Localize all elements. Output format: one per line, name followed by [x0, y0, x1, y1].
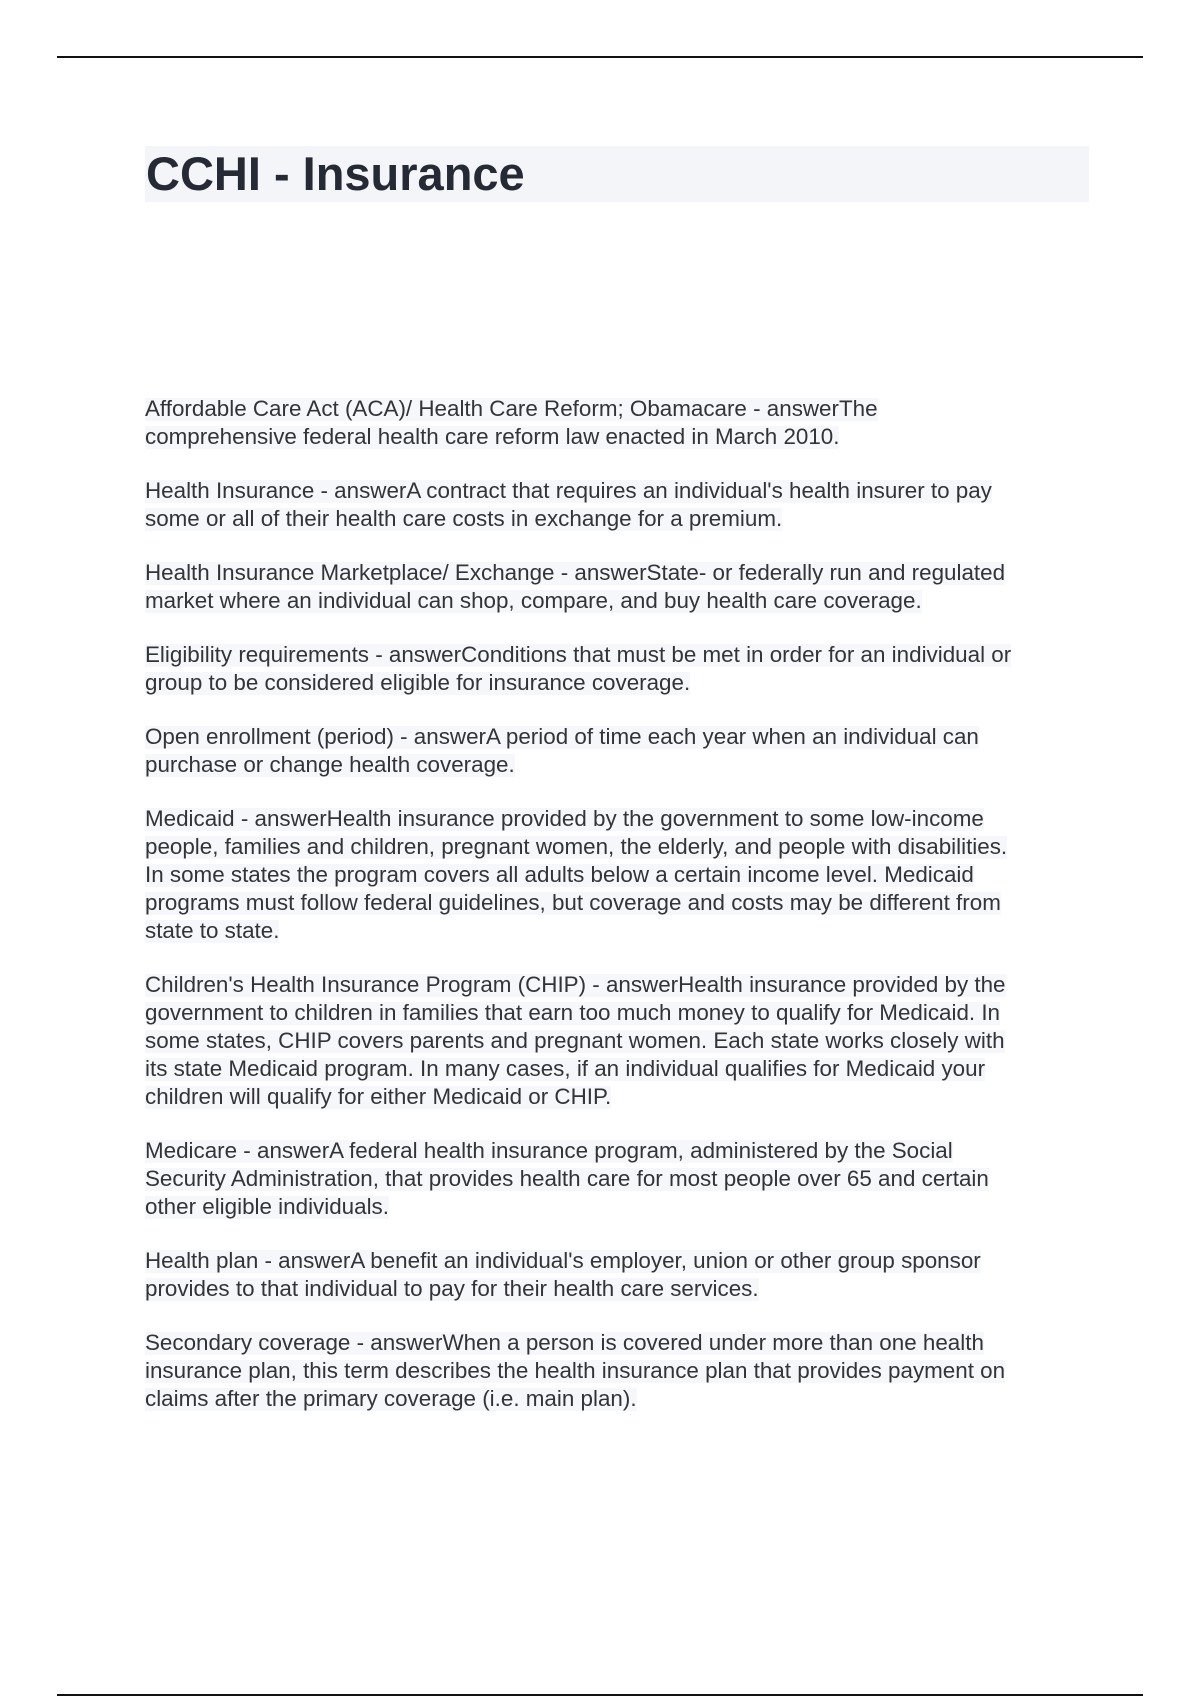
definition-entry-marketplace — [145, 559, 1090, 615]
entry-line: Open enrollment (period) - answerA period of time each year when an individual can — [145, 724, 979, 749]
entry-line: children will qualify for either Medicaid or CHIP. — [145, 1084, 612, 1109]
definition-entry-medicare — [145, 1137, 1090, 1221]
definition-entry-medicaid — [145, 805, 1090, 945]
definition-entry-health-plan — [145, 1247, 1090, 1303]
entry-line: In some states the program covers all adults below a certain income level. Medicaid — [145, 862, 974, 887]
entry-line: government to children in families that earn too much money to qualify for Medicaid. In — [145, 1000, 1001, 1025]
entry-line: state to state. — [145, 918, 280, 943]
definition-entry-aca — [145, 395, 1090, 451]
entry-line: Children's Health Insurance Program (CHIP) - answerHealth insurance provided by the — [145, 972, 1006, 997]
entry-line: insurance plan, this term describes the health insurance plan that provides payment on — [145, 1358, 1006, 1383]
definition-entry-eligibility — [145, 641, 1090, 697]
page-title: CCHI - Insurance — [146, 147, 525, 200]
entry-line: its state Medicaid program. In many cases, if an individual qualifies for Medicaid your — [145, 1056, 986, 1081]
top-divider — [57, 56, 1143, 58]
entry-line: purchase or change health coverage. — [145, 752, 515, 777]
entry-line: market where an individual can shop, compare, and buy health care coverage. — [145, 588, 922, 613]
definition-entry-chip — [145, 971, 1090, 1111]
entry-line: Health Insurance - answerA contract that requires an individual's health insurer to pay — [145, 478, 992, 503]
entry-line: Eligibility requirements - answerConditions that must be met in order for an individual or — [145, 642, 1012, 667]
entry-line: Medicare - answerA federal health insurance program, administered by the Social — [145, 1138, 953, 1163]
definition-entry-health-insurance — [145, 477, 1090, 533]
entry-line: other eligible individuals. — [145, 1194, 389, 1219]
entry-line: Secondary coverage - answerWhen a person is covered under more than one health — [145, 1330, 984, 1355]
bottom-divider — [57, 1694, 1143, 1696]
entry-line: some states, CHIP covers parents and pregnant women. Each state works closely with — [145, 1028, 1005, 1053]
entry-line: programs must follow federal guidelines, but coverage and costs may be different from — [145, 890, 1001, 915]
entry-line: claims after the primary coverage (i.e. main plan). — [145, 1386, 637, 1411]
entry-line: Security Administration, that provides health care for most people over 65 and certain — [145, 1166, 989, 1191]
entry-line: Affordable Care Act (ACA)/ Health Care Reform; Obamacare - answerThe — [145, 396, 878, 421]
definition-list — [145, 395, 1090, 1439]
entry-line: provides to that individual to pay for their health care services. — [145, 1276, 759, 1301]
entry-line: some or all of their health care costs in exchange for a premium. — [145, 506, 783, 531]
definition-entry-secondary-coverage — [145, 1329, 1090, 1413]
entry-line: Medicaid - answerHealth insurance provided by the government to some low-income — [145, 806, 984, 831]
entry-line: Health Insurance Marketplace/ Exchange - answerState- or federally run and regulated — [145, 560, 1006, 585]
entry-line: group to be considered eligible for insurance coverage. — [145, 670, 691, 695]
definition-entry-open-enrollment — [145, 723, 1090, 779]
entry-line: Health plan - answerA benefit an individual's employer, union or other group sponsor — [145, 1248, 981, 1273]
entry-line: comprehensive federal health care reform law enacted in March 2010. — [145, 424, 840, 449]
entry-line: people, families and children, pregnant women, the elderly, and people with disabilities. — [145, 834, 1008, 859]
